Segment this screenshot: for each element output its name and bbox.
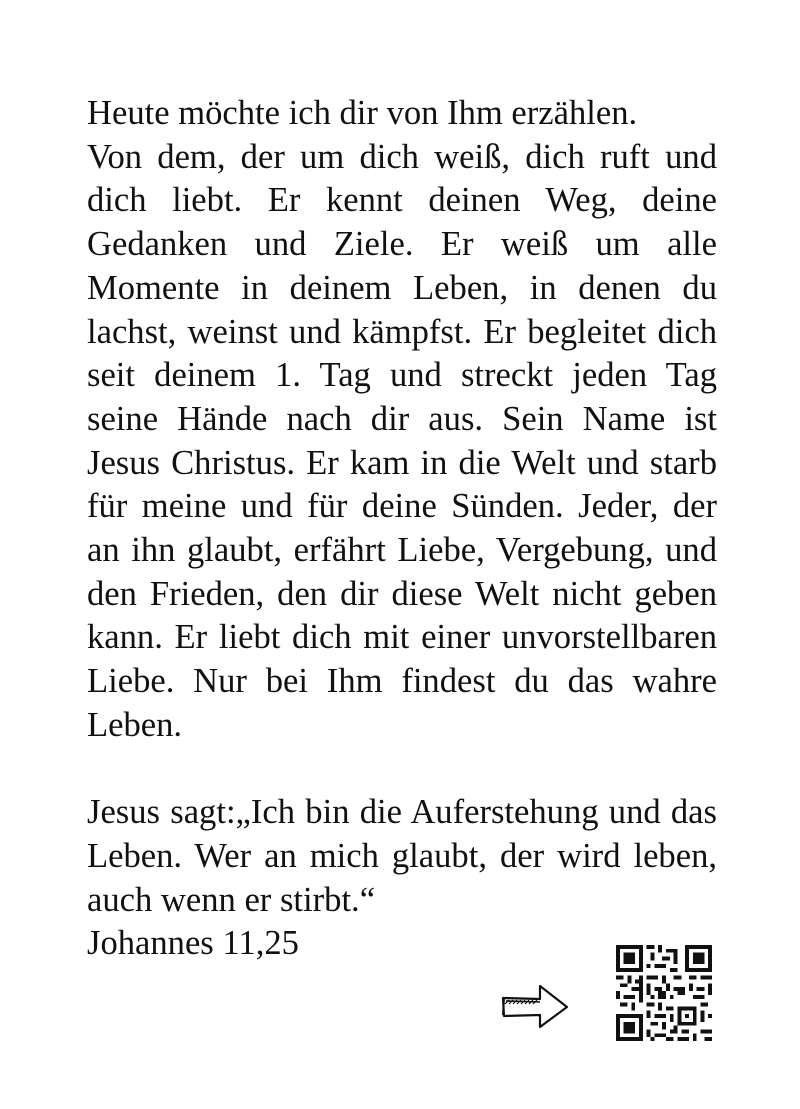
intro-line: Heute möchte ich dir von Ihm erzählen. [87,94,638,132]
paragraph-spacer [87,748,717,792]
right-arrow-icon [500,982,570,1030]
text-page [87,92,717,966]
main-paragraph: Von dem, der um dich weiß, dich ruft und dich liebt. Er kennt deinen Weg, deine Gedanken und Ziele. Er weiß um alle Momente in deinem Leben, in denen du lachst, weinst und kämpfst. Er begleitet dich seit deinem 1. Tag und streckt jeden Tag seine Hände nach dir aus. Sein Name ist Jesus Christus. Er kam in die Welt und starb für meine und für deine Sünden. Jeder, der an ihn glaubt, erfährt Liebe, Vergebung, und den Frieden, den dir diese Welt nicht geben kann. Er liebt dich mit einer unvorstellbaren Liebe. Nur bei Ihm findest du das wahre Leben. [87,137,717,744]
bible-reference: Johannes 11,25 [87,924,299,963]
bible-quote: Jesus sagt:„Ich bin die Auferstehung und das Leben. Wer an mich glaubt, der wird leben, auch wenn er stirbt.“ [87,793,717,919]
qr-code[interactable] [616,945,712,1041]
